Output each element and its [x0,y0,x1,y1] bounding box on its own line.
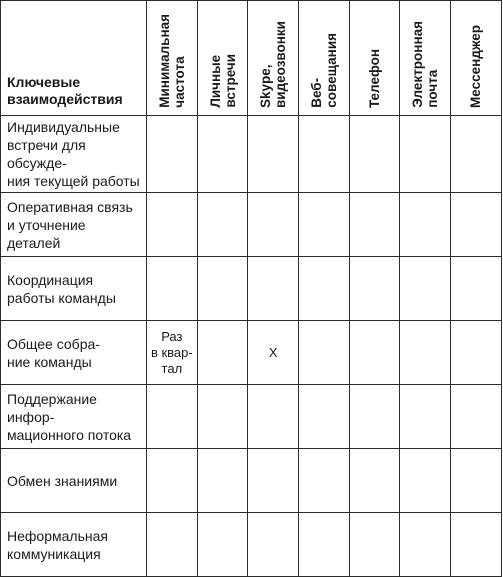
table-cell [451,321,502,385]
table-cell [197,257,248,321]
table-cell [197,385,248,449]
table-cell [147,449,198,513]
table-row [1,257,502,321]
table-cell [299,513,350,577]
table-cell: X [248,321,299,385]
table-cell [349,193,400,257]
table-cell [248,513,299,577]
column-header [349,1,400,116]
table-cell [451,449,502,513]
table-cell [248,193,299,257]
table-row [1,321,502,385]
table-cell [400,116,451,193]
column-header [197,1,248,116]
corner-header: Ключевые взаимодействия [1,1,147,116]
table-cell [299,116,350,193]
table-cell [147,257,198,321]
table-cell: Раз в квар- тал [147,321,198,385]
row-label: Индивидуальные встречи для обсужде- ния текущей работы [1,116,147,193]
column-header-label: Электронная почта [410,21,441,108]
row-label: Оперативная связь и уточнение деталей [1,193,147,257]
table-cell [451,257,502,321]
column-header [451,1,502,116]
row-label: Координация работы команды [1,257,147,321]
table-cell [299,193,350,257]
column-header-label: Личные встречи [207,54,238,108]
column-header-label: Skype, видеозвонки [258,20,289,108]
table-cell [248,116,299,193]
table-row [1,193,502,257]
header-row [1,1,502,116]
table-cell [400,513,451,577]
table-cell [400,321,451,385]
table-cell [349,449,400,513]
table-cell [147,513,198,577]
table-cell [147,193,198,257]
table-cell [451,385,502,449]
table-cell [349,385,400,449]
table-cell [349,321,400,385]
table-row [1,116,502,193]
table-cell [197,116,248,193]
column-header-label: Веб- совещания [308,33,339,108]
column-header [400,1,451,116]
table-cell [349,513,400,577]
table-cell [349,116,400,193]
table-cell [197,321,248,385]
table-row [1,449,502,513]
table-cell [451,193,502,257]
column-header-label: Минимальная частота [156,14,187,108]
table-cell [451,116,502,193]
table-cell [248,449,299,513]
column-header-label: Телефон [367,48,383,108]
table-cell [299,257,350,321]
column-header [147,1,198,116]
table-cell [197,193,248,257]
row-label: Общее собра- ние команды [1,321,147,385]
table-cell [299,321,350,385]
table-cell [147,385,198,449]
table-cell [197,513,248,577]
table-cell [248,257,299,321]
table-cell [147,116,198,193]
table-cell [400,449,451,513]
column-header-label: Мессенджер [468,25,484,108]
row-label: Неформальная коммуникация [1,513,147,577]
table-cell [248,385,299,449]
table-cell [349,257,400,321]
table-cell [451,513,502,577]
table-cell [400,193,451,257]
table-cell [299,385,350,449]
table-row [1,385,502,449]
table-cell [299,449,350,513]
row-label: Поддержание инфор- мационного потока [1,385,147,449]
table-row [1,513,502,577]
table-cell [400,385,451,449]
table-cell [197,449,248,513]
table-cell [400,257,451,321]
column-header [299,1,350,116]
column-header [248,1,299,116]
row-label: Обмен знаниями [1,449,147,513]
